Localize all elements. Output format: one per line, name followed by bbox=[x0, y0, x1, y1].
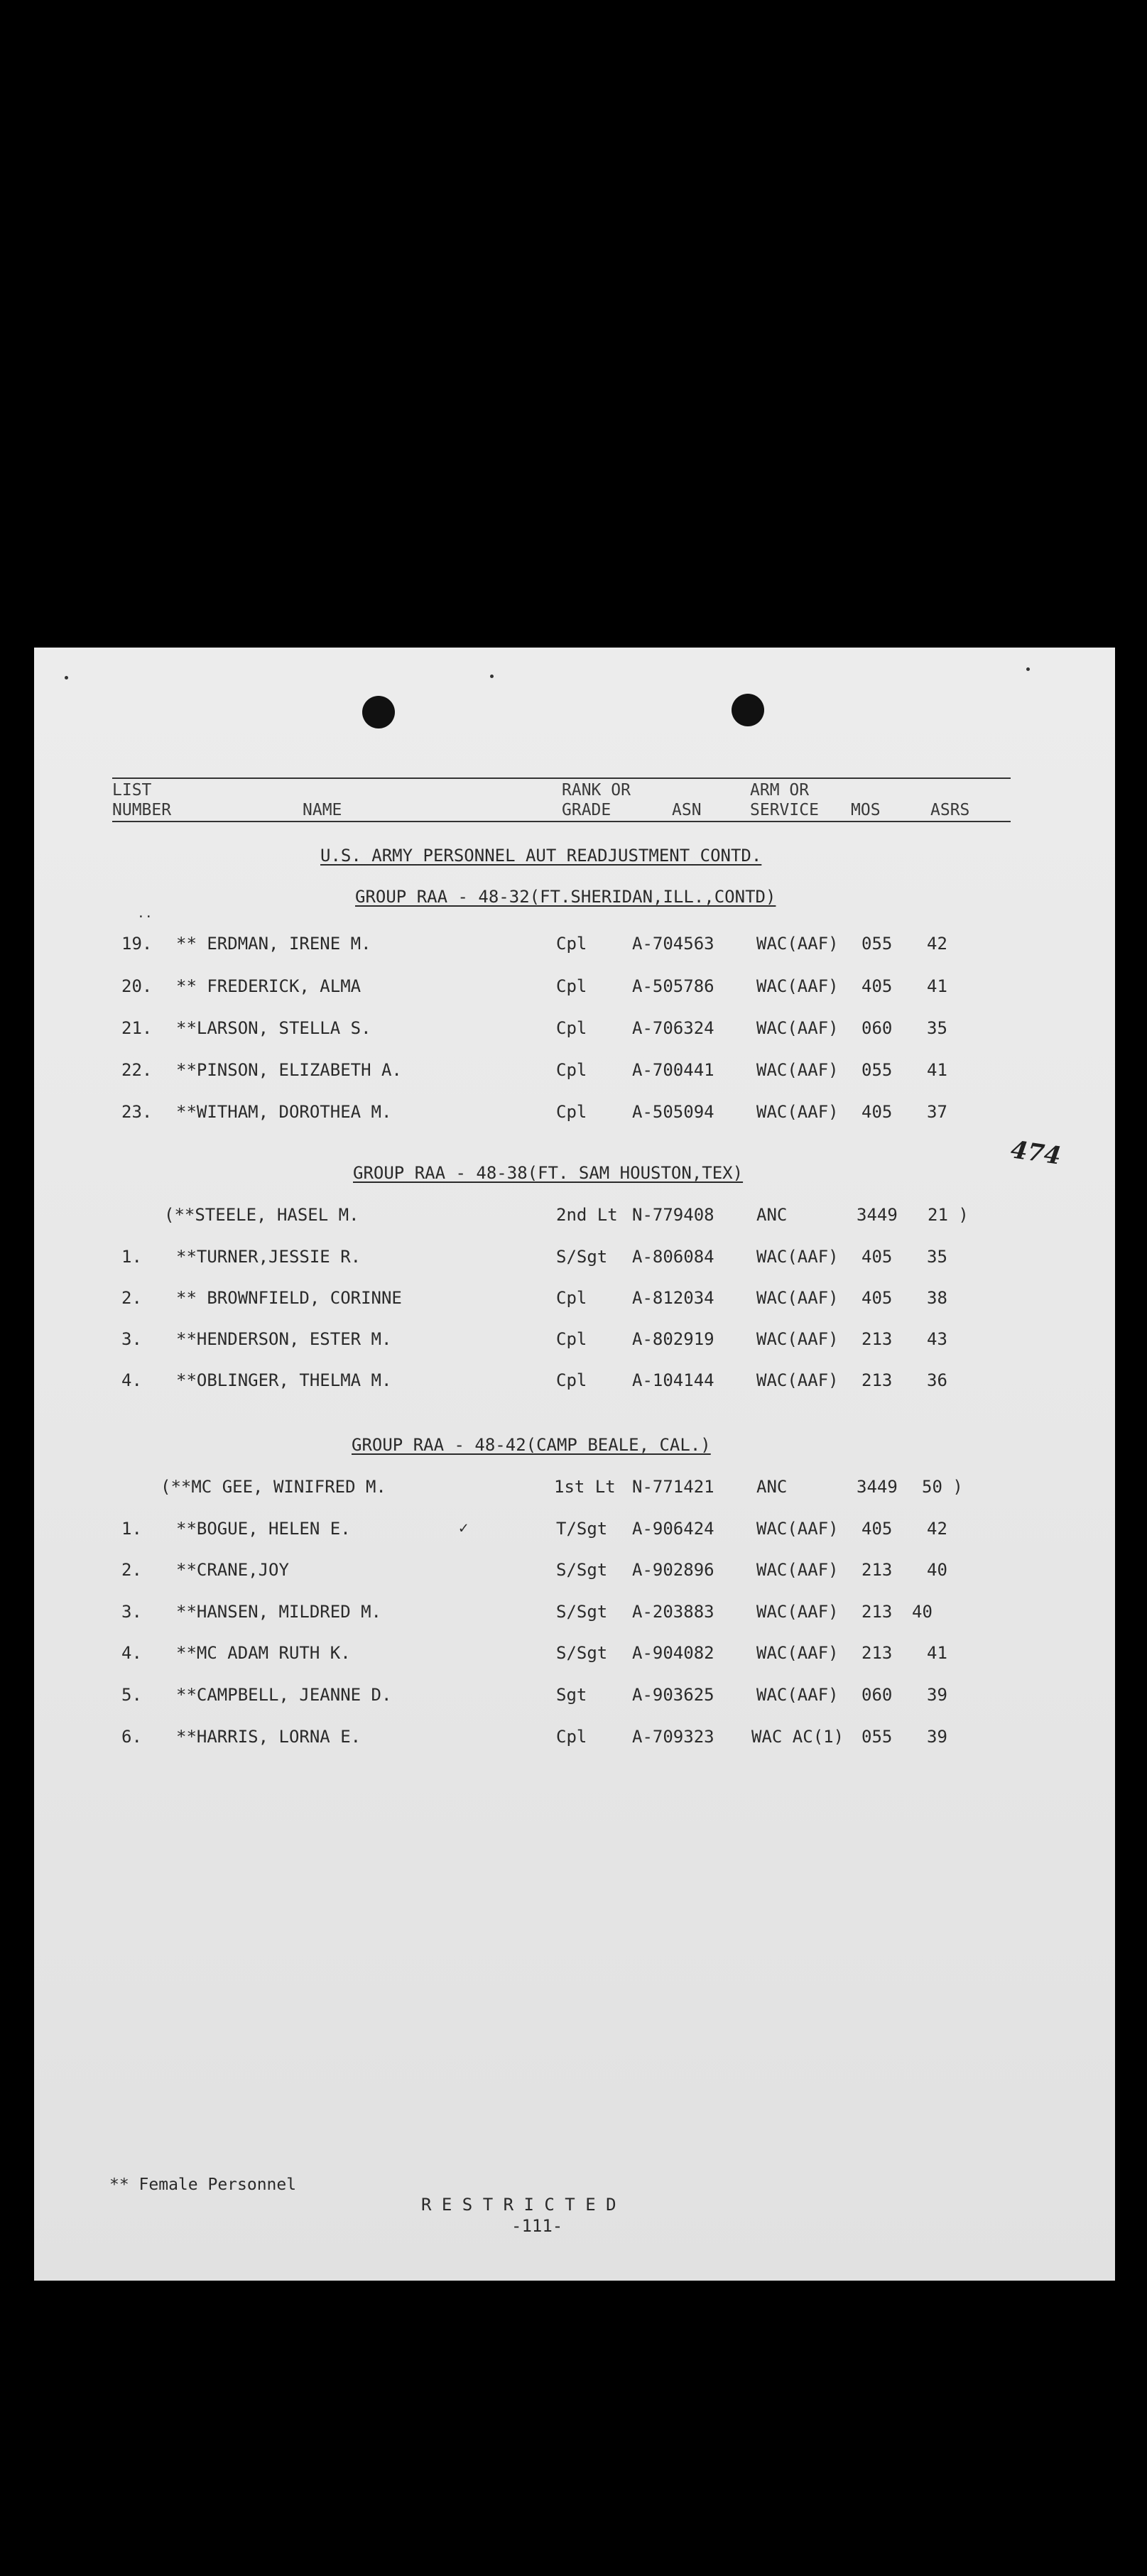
arm-or-service: WAC(AAF) bbox=[756, 1602, 839, 1622]
list-number: 4. bbox=[121, 1643, 142, 1663]
asn: A-706324 bbox=[632, 1018, 714, 1038]
person-name: **HANSEN, MILDRED M. bbox=[176, 1602, 381, 1622]
rank: S/Sgt bbox=[556, 1247, 608, 1267]
mos: 213 bbox=[861, 1370, 893, 1390]
arm-or-service: WAC(AAF) bbox=[756, 934, 839, 954]
page-number: -111- bbox=[511, 2216, 563, 2236]
speck bbox=[1026, 667, 1030, 671]
list-number: 19. bbox=[121, 934, 153, 954]
list-number: 4. bbox=[121, 1370, 142, 1390]
table-row bbox=[34, 1478, 1115, 1499]
list-number: 3. bbox=[121, 1329, 142, 1349]
arm-or-service: WAC(AAF) bbox=[756, 1329, 839, 1349]
rank: S/Sgt bbox=[556, 1602, 608, 1622]
header-asrs: ASRS bbox=[930, 801, 970, 819]
list-number: 2. bbox=[121, 1560, 142, 1580]
table-row bbox=[34, 1019, 1115, 1040]
header-grade: GRADE bbox=[562, 801, 611, 819]
asrs: 50 ) bbox=[922, 1477, 963, 1497]
person-name: **MC ADAM RUTH K. bbox=[176, 1643, 351, 1663]
stray-mark: .. bbox=[137, 906, 153, 921]
mos: 213 bbox=[861, 1643, 893, 1663]
person-name: (**STEELE, HASEL M. bbox=[164, 1205, 359, 1225]
asn: A-104144 bbox=[632, 1370, 714, 1390]
mos: 405 bbox=[861, 1247, 893, 1267]
header-rule-top bbox=[112, 777, 1011, 779]
asrs: 43 bbox=[927, 1329, 947, 1349]
check-mark: ✓ bbox=[459, 1519, 469, 1537]
rank: Sgt bbox=[556, 1685, 587, 1705]
arm-or-service: WAC(AAF) bbox=[756, 1643, 839, 1663]
rank: 2nd Lt bbox=[556, 1205, 618, 1225]
rank: T/Sgt bbox=[556, 1519, 608, 1539]
person-name: **OBLINGER, THELMA M. bbox=[176, 1370, 392, 1390]
arm-or-service: ANC bbox=[756, 1205, 788, 1225]
rank: Cpl bbox=[556, 1102, 587, 1122]
rank: Cpl bbox=[556, 1370, 587, 1390]
person-name: **CRANE,JOY bbox=[176, 1560, 289, 1580]
asrs: 42 bbox=[927, 934, 947, 954]
asn: A-505094 bbox=[632, 1102, 714, 1122]
mos: 060 bbox=[861, 1018, 893, 1038]
list-number: 23. bbox=[121, 1102, 153, 1122]
rank: S/Sgt bbox=[556, 1643, 608, 1663]
asn: A-709323 bbox=[632, 1727, 714, 1747]
mos: 405 bbox=[861, 1519, 893, 1539]
list-number: 6. bbox=[121, 1727, 142, 1747]
mos: 213 bbox=[861, 1602, 893, 1622]
header-list: LIST bbox=[112, 781, 152, 799]
asn: A-902896 bbox=[632, 1560, 714, 1580]
arm-or-service: WAC(AAF) bbox=[756, 1060, 839, 1080]
asn: N-779408 bbox=[632, 1205, 714, 1225]
asrs: 39 bbox=[927, 1727, 947, 1747]
handwritten-page-number: 474 bbox=[1009, 1135, 1063, 1171]
group-heading: GROUP RAA - 48-32(FT.SHERIDAN,ILL.,CONTD) bbox=[355, 887, 776, 907]
asn: A-904082 bbox=[632, 1643, 714, 1663]
mos: 3449 bbox=[857, 1205, 898, 1225]
asn: A-806084 bbox=[632, 1247, 714, 1267]
header-service: SERVICE bbox=[750, 801, 819, 819]
speck bbox=[490, 675, 494, 678]
list-number: 1. bbox=[121, 1519, 142, 1539]
asrs: 41 bbox=[927, 1643, 947, 1663]
asrs: 21 ) bbox=[928, 1205, 969, 1225]
asrs: 35 bbox=[927, 1247, 947, 1267]
mos: 405 bbox=[861, 976, 893, 996]
rank: Cpl bbox=[556, 934, 587, 954]
person-name: **BOGUE, HELEN E. bbox=[176, 1519, 351, 1539]
header-rule-bottom bbox=[112, 821, 1011, 822]
table-row bbox=[34, 1206, 1115, 1227]
arm-or-service: WAC(AAF) bbox=[756, 1288, 839, 1308]
asn: A-704563 bbox=[632, 934, 714, 954]
arm-or-service: WAC(AAF) bbox=[756, 1560, 839, 1580]
rank: Cpl bbox=[556, 1329, 587, 1349]
list-number: 21. bbox=[121, 1018, 153, 1038]
table-row bbox=[34, 1061, 1115, 1082]
list-number: 1. bbox=[121, 1247, 142, 1267]
rank: Cpl bbox=[556, 1060, 587, 1080]
document-page bbox=[34, 648, 1115, 2281]
arm-or-service: WAC AC(1) bbox=[751, 1727, 844, 1747]
document-title: U.S. ARMY PERSONNEL AUT READJUSTMENT CONTD. bbox=[320, 846, 762, 866]
table-row bbox=[34, 1561, 1115, 1582]
arm-or-service: WAC(AAF) bbox=[756, 1685, 839, 1705]
mos: 405 bbox=[861, 1102, 893, 1122]
header-arm-or: ARM OR bbox=[750, 781, 810, 799]
mos: 213 bbox=[861, 1329, 893, 1349]
person-name: ** FREDERICK, ALMA bbox=[176, 976, 362, 996]
asrs: 35 bbox=[927, 1018, 947, 1038]
list-number: 3. bbox=[121, 1602, 142, 1622]
person-name: ** BROWNFIELD, CORINNE bbox=[176, 1288, 402, 1308]
person-name: **PINSON, ELIZABETH A. bbox=[176, 1060, 402, 1080]
mos: 055 bbox=[861, 1060, 893, 1080]
asn: N-771421 bbox=[632, 1477, 714, 1497]
asrs: 40 bbox=[927, 1560, 947, 1580]
list-number: 2. bbox=[121, 1288, 142, 1308]
mos: 405 bbox=[861, 1288, 893, 1308]
mos: 3449 bbox=[857, 1477, 898, 1497]
asn: A-505786 bbox=[632, 976, 714, 996]
arm-or-service: WAC(AAF) bbox=[756, 1370, 839, 1390]
asrs: 38 bbox=[927, 1288, 947, 1308]
table-row bbox=[34, 1289, 1115, 1310]
rank: 1st Lt bbox=[554, 1477, 616, 1497]
asrs: 40 bbox=[912, 1602, 933, 1622]
person-name: (**MC GEE, WINIFRED M. bbox=[161, 1477, 386, 1497]
person-name: **WITHAM, DOROTHEA M. bbox=[176, 1102, 392, 1122]
table-row bbox=[34, 977, 1115, 998]
arm-or-service: WAC(AAF) bbox=[756, 1519, 839, 1539]
asrs: 39 bbox=[927, 1685, 947, 1705]
rank: Cpl bbox=[556, 1018, 587, 1038]
table-row bbox=[34, 1519, 1115, 1541]
asn: A-203883 bbox=[632, 1602, 714, 1622]
table-row bbox=[34, 1330, 1115, 1351]
list-number: 5. bbox=[121, 1685, 142, 1705]
group-heading: GROUP RAA - 48-38(FT. SAM HOUSTON,TEX) bbox=[353, 1163, 744, 1183]
asn: A-903625 bbox=[632, 1685, 714, 1705]
table-row bbox=[34, 1686, 1115, 1707]
arm-or-service: ANC bbox=[756, 1477, 788, 1497]
table-row bbox=[34, 1728, 1115, 1749]
mos: 055 bbox=[861, 934, 893, 954]
arm-or-service: WAC(AAF) bbox=[756, 1247, 839, 1267]
person-name: **HARRIS, LORNA E. bbox=[176, 1727, 362, 1747]
header-asn: ASN bbox=[672, 801, 702, 819]
person-name: **TURNER,JESSIE R. bbox=[176, 1247, 362, 1267]
mos: 055 bbox=[861, 1727, 893, 1747]
list-number: 20. bbox=[121, 976, 153, 996]
asrs: 36 bbox=[927, 1370, 947, 1390]
table-row bbox=[34, 1644, 1115, 1665]
arm-or-service: WAC(AAF) bbox=[756, 1102, 839, 1122]
person-name: **HENDERSON, ESTER M. bbox=[176, 1329, 392, 1349]
asrs: 41 bbox=[927, 976, 947, 996]
group-heading: GROUP RAA - 48-42(CAMP BEALE, CAL.) bbox=[352, 1435, 711, 1455]
asrs: 37 bbox=[927, 1102, 947, 1122]
rank: Cpl bbox=[556, 976, 587, 996]
person-name: ** ERDMAN, IRENE M. bbox=[176, 934, 371, 954]
asn: A-700441 bbox=[632, 1060, 714, 1080]
arm-or-service: WAC(AAF) bbox=[756, 976, 839, 996]
asrs: 41 bbox=[927, 1060, 947, 1080]
mos: 213 bbox=[861, 1560, 893, 1580]
person-name: **LARSON, STELLA S. bbox=[176, 1018, 371, 1038]
asn: A-802919 bbox=[632, 1329, 714, 1349]
rank: Cpl bbox=[556, 1727, 587, 1747]
header-number: NUMBER bbox=[112, 801, 172, 819]
asrs: 42 bbox=[927, 1519, 947, 1539]
asn: A-812034 bbox=[632, 1288, 714, 1308]
mos: 060 bbox=[861, 1685, 893, 1705]
speck bbox=[65, 676, 68, 680]
person-name: **CAMPBELL, JEANNE D. bbox=[176, 1685, 392, 1705]
table-row bbox=[34, 1103, 1115, 1124]
footnote: ** Female Personnel bbox=[109, 2176, 297, 2194]
asn: A-906424 bbox=[632, 1519, 714, 1539]
rank: Cpl bbox=[556, 1288, 587, 1308]
table-row bbox=[34, 1248, 1115, 1269]
list-number: 22. bbox=[121, 1060, 153, 1080]
classification-marking: R E S T R I C T E D bbox=[421, 2195, 616, 2215]
header-name: NAME bbox=[303, 801, 342, 819]
punch-hole-left bbox=[362, 696, 395, 728]
table-row bbox=[34, 1603, 1115, 1624]
header-mos: MOS bbox=[851, 801, 881, 819]
punch-hole-right bbox=[732, 694, 764, 726]
table-row bbox=[34, 934, 1115, 956]
table-row bbox=[34, 1371, 1115, 1392]
header-rank-or: RANK OR bbox=[562, 781, 631, 799]
rank: S/Sgt bbox=[556, 1560, 608, 1580]
arm-or-service: WAC(AAF) bbox=[756, 1018, 839, 1038]
